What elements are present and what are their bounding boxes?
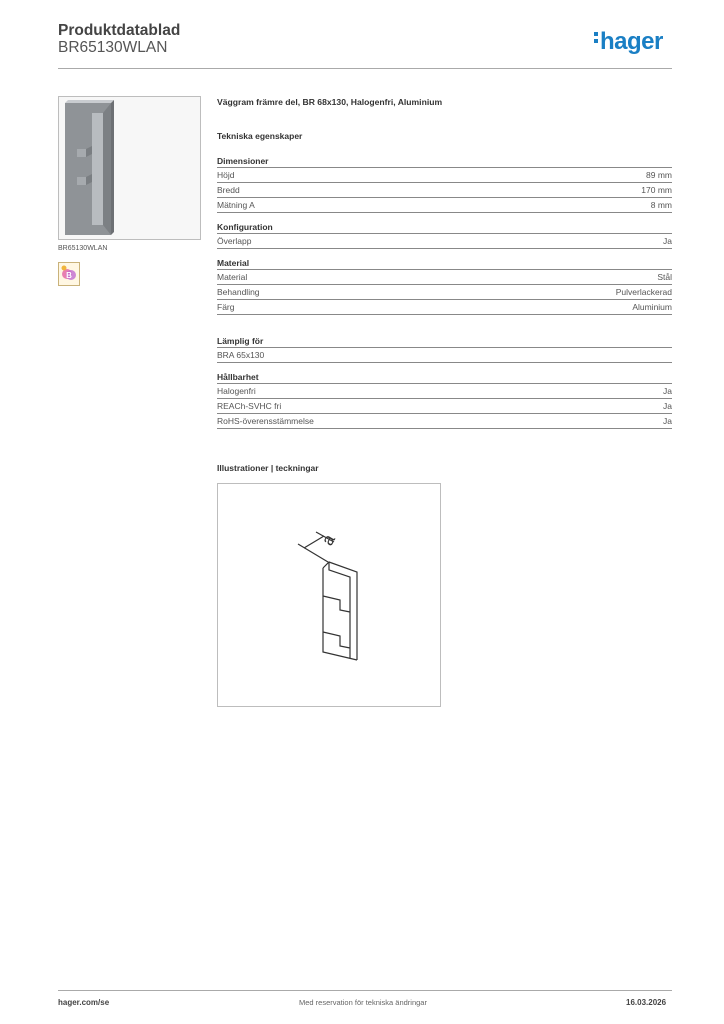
spec-value: Ja — [663, 386, 672, 396]
footer-website-link[interactable]: hager.com/se — [58, 998, 110, 1007]
spec-value: Ja — [663, 416, 672, 426]
spec-label: Material — [217, 272, 248, 282]
section-title-lamplig-for: Lämplig för — [217, 335, 672, 348]
header-divider — [58, 68, 672, 69]
spec-value: Stål — [657, 272, 672, 282]
section-title-dimensioner: Dimensioner — [217, 155, 672, 168]
spec-row-halogenfri — [217, 384, 672, 399]
tech-properties-title: Tekniska egenskaper — [217, 131, 303, 141]
page-title: Produktdatablad — [58, 22, 181, 39]
svg-text:B: B — [66, 271, 72, 280]
dimension-label: a — [317, 531, 339, 549]
spec-row-behandling — [217, 285, 672, 300]
section-title-hallbarhet: Hållbarhet — [217, 371, 672, 384]
spec-value: Aluminium — [632, 302, 672, 312]
spec-row-bra-65x130 — [217, 348, 672, 363]
spec-row-rohs — [217, 414, 672, 429]
spec-label: BRA 65x130 — [217, 350, 265, 360]
dimension-drawing — [218, 484, 440, 706]
section-title-material: Material — [217, 257, 672, 270]
logo-text: hager — [600, 28, 663, 55]
spec-label: Bredd — [217, 185, 240, 195]
product-image — [58, 96, 201, 240]
spec-label: Behandling — [217, 287, 260, 297]
article-number: BR65130WLAN — [58, 39, 168, 56]
spec-value: 89 mm — [646, 170, 672, 180]
spec-label: Höjd — [217, 170, 235, 180]
spec-value: Ja — [663, 401, 672, 411]
logo-dots-icon — [594, 30, 599, 46]
spec-value: 8 mm — [650, 200, 672, 210]
spec-row-bredd — [217, 183, 672, 198]
spec-row-matning-a — [217, 198, 672, 213]
product-headline: Väggram främre del, BR 68x130, Halogenfri, Aluminium — [217, 97, 443, 107]
product-image-caption: BR65130WLAN — [58, 245, 108, 252]
spec-label: Mätning A — [217, 200, 255, 210]
spec-label: Halogenfri — [217, 386, 256, 396]
spec-label: Överlapp — [217, 236, 252, 246]
footer-disclaimer: Med reservation för tekniska ändringar — [299, 998, 427, 1007]
halogen-free-badge-icon — [58, 262, 80, 286]
wall-frame-front-part-image — [59, 97, 200, 239]
spec-row-reach-svhc — [217, 399, 672, 414]
spec-label: RoHS-överensstämmelse — [217, 416, 314, 426]
spec-value: 170 mm — [641, 185, 672, 195]
illustrations-title: Illustrationer | teckningar — [217, 463, 319, 473]
spec-row-farg — [217, 300, 672, 315]
spec-panel — [217, 96, 672, 429]
spec-row-overlapp — [217, 234, 672, 249]
footer-divider — [58, 990, 672, 991]
spec-value: Pulverlackerad — [615, 287, 672, 297]
hager-logo[interactable] — [594, 28, 663, 56]
footer-date: 16.03.2026 — [626, 998, 667, 1007]
spec-row-hojd — [217, 168, 672, 183]
section-title-konfiguration: Konfiguration — [217, 221, 672, 234]
spec-value: Ja — [663, 236, 672, 246]
spec-label: Färg — [217, 302, 235, 312]
spec-row-material — [217, 270, 672, 285]
illustration-box — [217, 483, 441, 707]
spec-label: REACh-SVHC fri — [217, 401, 282, 411]
